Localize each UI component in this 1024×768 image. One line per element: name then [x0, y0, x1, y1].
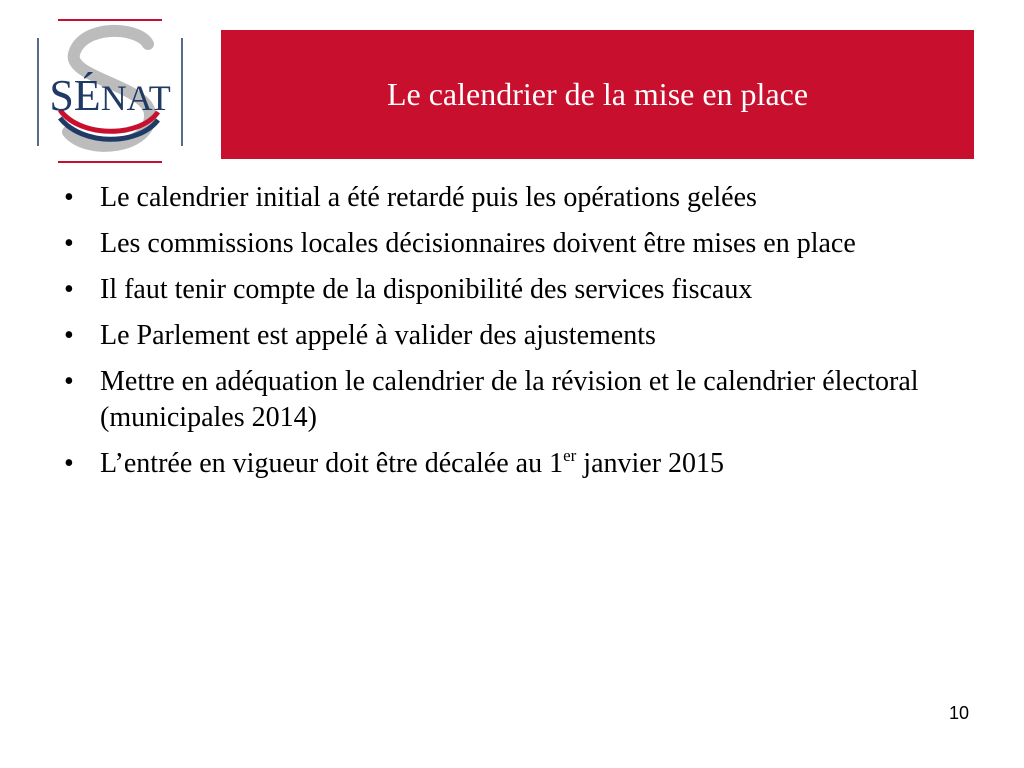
bullet-marker: • — [64, 182, 74, 213]
bullet-marker: • — [64, 448, 74, 479]
senat-logo — [30, 14, 190, 168]
bullet-marker: • — [64, 366, 74, 397]
title-band — [221, 30, 974, 159]
bullet-text: Mettre en adéquation le calendrier de la révision et le calendrier électoral (municipales 2014) — [100, 366, 919, 433]
senat-logo-wordmark — [30, 71, 190, 120]
logo-letter-s: S — [49, 71, 74, 120]
bullet-text: Il faut tenir compte de la disponibilité des services fiscaux — [100, 274, 753, 305]
bullet-list — [60, 180, 960, 492]
bullet-item — [60, 318, 960, 354]
logo-letters-nat: NAT — [100, 78, 171, 118]
bullet-text-after: janvier 2015 — [576, 448, 725, 479]
bullet-text: Le Parlement est appelé à valider des ajustements — [100, 320, 656, 351]
bullet-marker: • — [64, 320, 74, 351]
bullet-marker: • — [64, 228, 74, 259]
bullet-text: Le calendrier initial a été retardé puis les opérations gelées — [100, 182, 757, 213]
bullet-text-before: L’entrée en vigueur doit être décalée au 1 — [100, 448, 564, 479]
bullet-item — [60, 446, 960, 482]
bullet-marker: • — [64, 274, 74, 305]
page-number: 10 — [948, 703, 969, 723]
bullet-superscript: er — [563, 446, 577, 465]
bullet-text: Les commissions locales décisionnaires doivent être mises en place — [100, 228, 856, 259]
bullet-item — [60, 364, 960, 436]
bullet-item — [60, 180, 960, 216]
bullet-item — [60, 272, 960, 308]
bullet-item — [60, 226, 960, 262]
slide-title: Le calendrier de la mise en place — [386, 75, 809, 112]
logo-letter-e-accent: É — [73, 71, 101, 120]
